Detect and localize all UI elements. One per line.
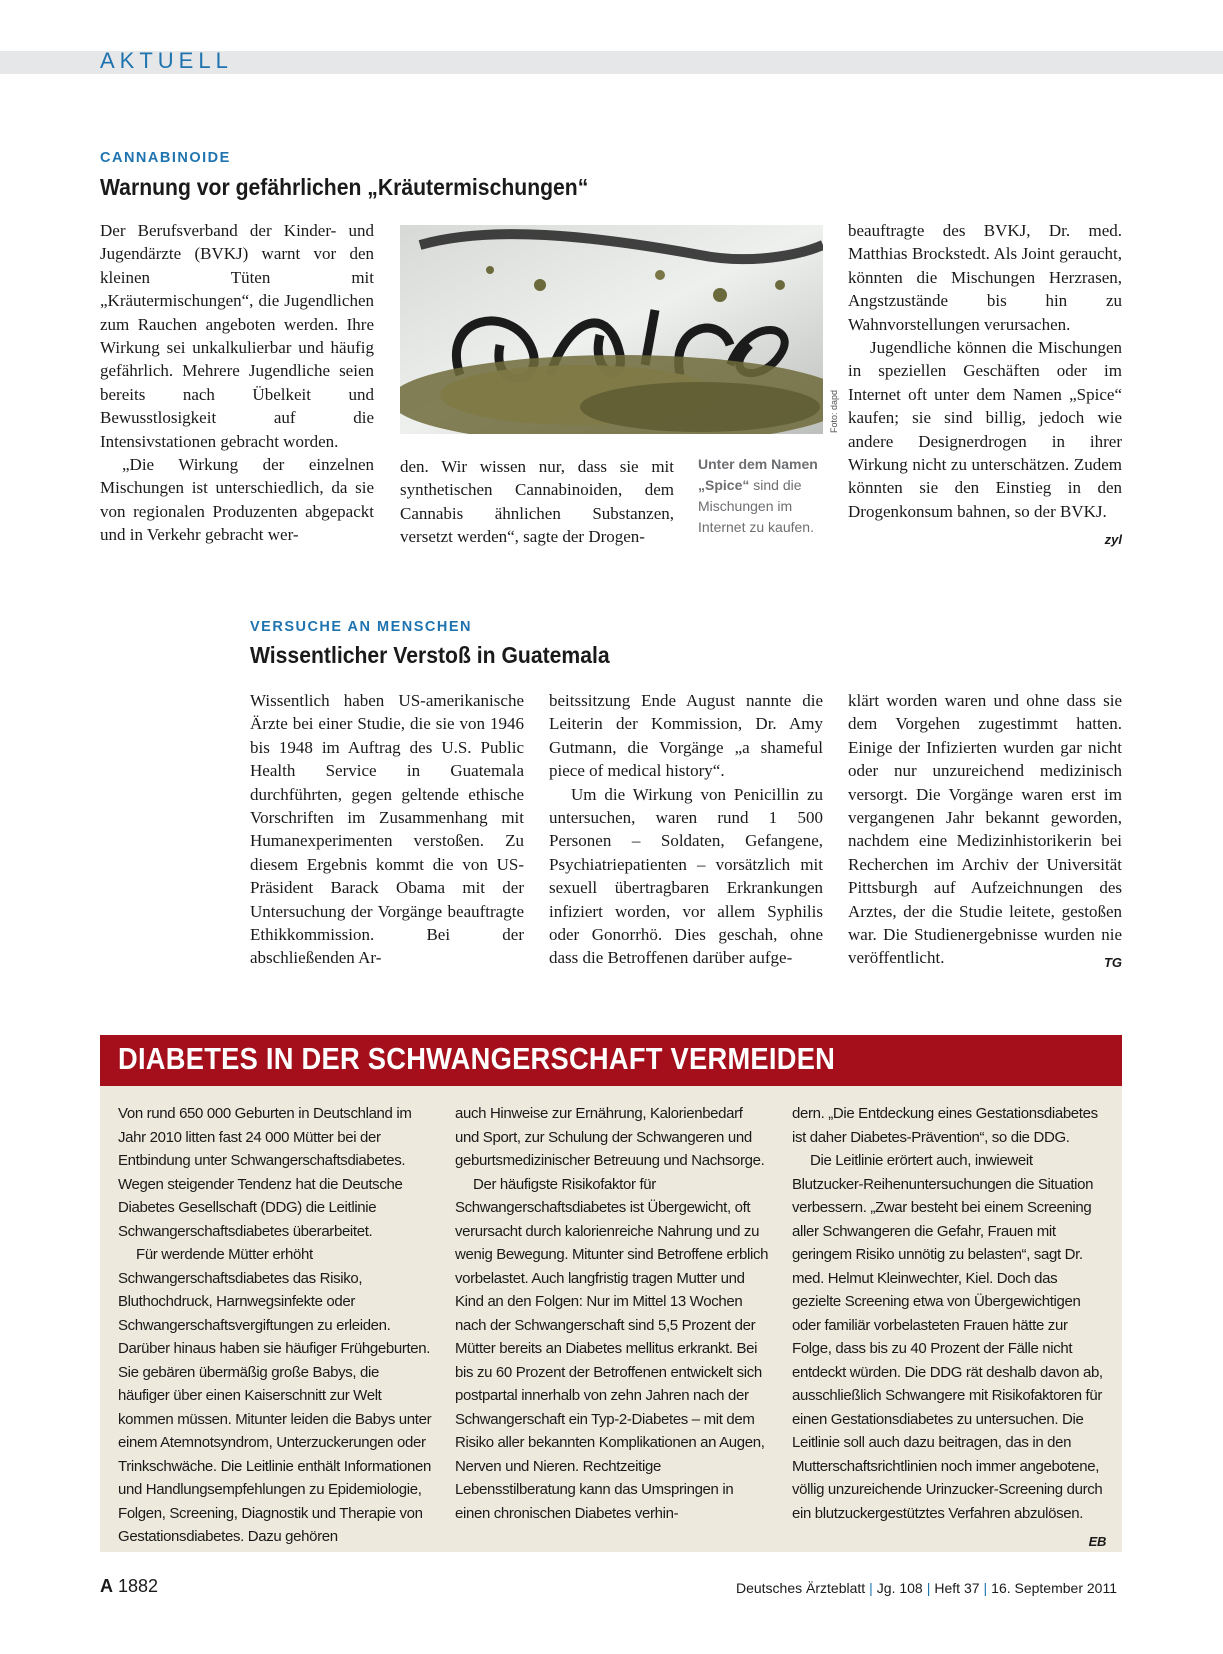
article2-column-3 (848, 689, 1122, 975)
paragraph (848, 336, 1122, 548)
photo-credit: Foto: dapd (829, 389, 839, 433)
article1-kicker: CANNABINOIDE (100, 150, 231, 166)
paragraph: den. Wir wissen nur, dass sie mit synthetischen Cannabinoiden, dem Cannabis ähnlichen Substanzen, versetzt werden“, sagte der Drogen- (400, 457, 674, 547)
info-box-column-3 (792, 1102, 1106, 1554)
article2-column-2 (549, 689, 823, 970)
paragraph: beitssitzung Ende August nannte die Leiterin der Kommission, Dr. Amy Gutmann, die Vorgänge „a shameful piece of medical history“. (549, 691, 823, 781)
article2-column-1 (250, 689, 524, 970)
paragraph: auch Hinweise zur Ernährung, Kalorienbedarf und Sport, zur Schulung der Schwangeren und geburtsmedizinischer Betreuung und Nachsorge. (455, 1105, 765, 1169)
photo-caption (698, 454, 828, 538)
page-prefix: A (100, 1576, 113, 1596)
author-signature: TG (1103, 955, 1122, 971)
paragraph: Der häufigste Risikofaktor für Schwangerschaftsdiabetes ist Übergewicht, oft verursacht durch kalorienreiche Nahrung und zu wenig Bewegung. Mitunter sind Betroffene erblich vorbelastet. Auch langfristig tragen Mutter und Kind an den Folgen: Nur im Mittel 13 Wochen nach der Schwangerschaft sind 5,5 Prozent der Mütter bereits an Diabetes mellitus erkrankt. Bei bis zu 60 Prozent der Betroffenen entwickelt sich postpartal innerhalb von zehn Jahren nach der Schwangerschaft ein Typ-2-Diabetes – mit dem Risiko aller bekannten Komplikationen an Augen, Nerven und Nieren. Rechtzeitige Lebensstilberatung kann das Umspringen in einen chronischen Diabetes verhin- (455, 1175, 769, 1522)
separator: | (869, 1580, 873, 1596)
journal-volume: Jg. 108 (876, 1580, 923, 1596)
paragraph: „Die Wirkung der einzelnen Mischungen ist unterschiedlich, da sie von regionalen Produzenten abgepackt und in Verkehr gebracht wer- (100, 455, 374, 545)
page-number-value: 1882 (118, 1576, 159, 1596)
article1-column-1 (100, 219, 374, 547)
info-box-column-1 (118, 1102, 432, 1549)
author-signature: EB (1088, 1534, 1106, 1549)
separator: | (926, 1580, 931, 1596)
info-box-column-2 (455, 1102, 769, 1525)
spice-photo (400, 225, 823, 434)
article2-headline: Wissentlicher Verstoß in Guatemala (250, 642, 610, 668)
journal-footer (736, 1580, 1117, 1596)
section-label: AKTUELL (100, 48, 233, 73)
paragraph: Wissentlich haben US-amerikanische Ärzte bei einer Studie, die sie von 1946 bis 1948 im Auftrag des U.S. Public Health Service in Guatemala durchführten, gegen geltende ethische Vorschriften im Zusammenhang mit Humanexperimenten verstoßen. Zu diesem Ergebnis kommt die von US-Präsident Barack Obama mit der Untersuchung der Vorgänge beauftragte Ethikkommission. Bei der abschließenden Ar- (250, 691, 524, 968)
info-box-title: DIABETES IN DER SCHWANGERSCHAFT VERMEIDEN (118, 1041, 836, 1076)
paragraph (848, 689, 1122, 970)
journal-date: 16. September 2011 (991, 1580, 1117, 1596)
paragraph-text: klärt worden waren und ohne dass sie dem Vorgehen zugestimmt hatten. Einige der Infizierten wurden gar nicht oder nur unzureichend medizinisch versorgt. Die Vorgänge waren erst im vergangenen Jahr bekannt geworden, nachdem eine Medizinhistorikerin bei Recherchen im Archiv der Universität Pittsburgh auf Aufzeichnungen des Arztes, der die Studie leitete, gestoßen war. Die Studienergebnisse wurden nie veröffentlicht. (848, 691, 1122, 968)
paragraph: beauftragte des BVKJ, Dr. med. Matthias Brockstedt. Als Joint geraucht, könnten die Mischungen Herzrasen, Angstzustände bis hin zu Wahnvorstellungen verursachen. (848, 221, 1122, 334)
article2-kicker: VERSUCHE AN MENSCHEN (250, 619, 473, 635)
author-signature: zyl (1104, 532, 1122, 548)
paragraph: Der Berufsverband der Kinder- und Jugendärzte (BVKJ) warnt vor den kleinen Tüten mit „Kräutermischungen“, die Jugendlichen zum Rauchen angeboten werden. Ihre Wirkung sei unkalkulierbar und häufig gefährlich. Mehrere Jugendliche seien bereits nach Übelkeit und Bewusstlosigkeit auf die Intensivstationen gebracht worden. (100, 221, 374, 451)
paragraph-text: Die Leitlinie erörtert auch, inwieweit Blutzucker-Reihenuntersuchungen die Situation verbessern. „Zwar besteht bei einem Screening aller Schwangeren die Gefahr, Frauen mit geringem Risiko unnötig zu belasten“, sagt Dr. med. Helmut Kleinwechter, Kiel. Doch das gezielte Screening etwa von Übergewichtigen oder familiär vorbelasteten Frauen hätte zur Folge, dass bis zu 40 Prozent der Fälle nicht entdeckt würden. Die DDG rät deshalb davon ab, ausschließlich Schwangere mit Risikofaktoren für einen Gestationsdiabetes zu untersuchen. Die Leitlinie soll auch dazu beitragen, das in den Mutterschaftsrichtlinien noch immer angebotene, völlig unzureichende Urinzucker-Screening durch ein blutzuckergestütztes Verfahren abzulösen. (792, 1152, 1103, 1522)
separator: | (983, 1580, 988, 1596)
paragraph: Um die Wirkung von Penicillin zu untersuchen, waren rund 1 500 Personen – Soldaten, Gefangene, Psychiatriepatienten – vorsätzlich mit sexuell übertragbaren Erkrankungen infiziert worden, vor allem Syphilis oder Gonorrhö. Dies geschah, ohne dass die Betroffenen darüber aufge- (549, 784, 823, 968)
article1-column-3 (848, 219, 1122, 552)
paragraph: Von rund 650 000 Geburten in Deutschland im Jahr 2010 litten fast 24 000 Mütter bei der Entbindung unter Schwangerschaftsdiabetes. Wegen steigender Tendenz hat die Deutsche Diabetes Gesellschaft (DDG) die Leitlinie Schwangerschaftsdiabetes überarbeitet. (118, 1105, 412, 1240)
page-number (100, 1576, 158, 1597)
paragraph-text: Jugendliche können die Mischungen in speziellen Geschäften oder im Internet oft unter dem Namen „Spice“ kaufen; sie sind billig, jedoch wie andere Designerdrogen in ihrer Wirkung nicht zu unterschätzen. Zudem könnten sie den Einstieg in den Drogenkonsum bahnen, so der BVKJ. (848, 338, 1122, 521)
caption-bold: Unter dem Namen „Spice“ (698, 456, 818, 493)
journal-issue: Heft 37 (934, 1580, 980, 1596)
article1-column-2 (400, 455, 674, 549)
herbal-mixture-image (400, 225, 823, 434)
paragraph: dern. „Die Entdeckung eines Gestationsdiabetes ist daher Diabetes-Prävention“, so die DDG. (792, 1105, 1098, 1146)
paragraph: Für werdende Mütter erhöht Schwangerschaftsdiabetes das Risiko, Bluthochdruck, Harnwegsinfekte oder Schwangerschaftsvergiftungen zu erleiden. Darüber hinaus haben sie häufiger Frühgeburten. Sie gebären übermäßig große Babys, die häufiger über einen Kaiserschnitt zur Welt kommen müssen. Mitunter leiden die Babys unter einem Atemnotsyndrom, Unterzuckerungen oder Trinkschwäche. Die Leitlinie enthält Informationen und Handlungsempfehlungen zu Epidemiologie, Folgen, Screening, Diagnostik und Therapie von Gestationsdiabetes. Dazu gehören (118, 1246, 432, 1545)
caption-text: sind die Mischungen im Internet zu kaufen. (698, 477, 814, 535)
journal-name: Deutsches Ärzteblatt (735, 1580, 866, 1596)
paragraph (792, 1149, 1106, 1549)
article1-headline: Warnung vor gefährlichen „Kräutermischungen“ (100, 174, 589, 200)
